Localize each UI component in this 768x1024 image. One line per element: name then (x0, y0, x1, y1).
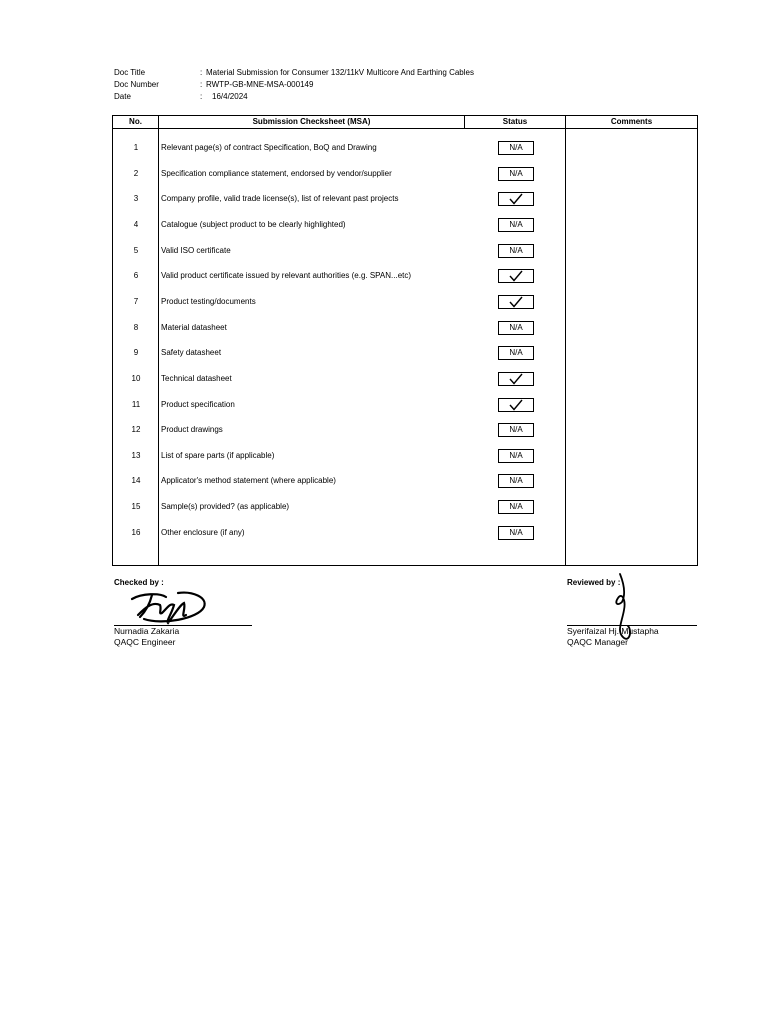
checksheet-item: Technical datasheet (161, 373, 232, 383)
doc-title-value: Material Submission for Consumer 132/11kV Multicore And Earthing Cables (206, 68, 474, 77)
column-header-status: Status (502, 117, 528, 126)
row-number: 12 (131, 425, 141, 435)
checked-by-title: QAQC Engineer (114, 637, 176, 647)
status-checkmark-box (498, 398, 534, 412)
row-number: 5 (133, 245, 139, 255)
row-number: 14 (131, 476, 141, 486)
table-row (113, 346, 697, 360)
row-number: 6 (133, 271, 139, 281)
table-row (113, 398, 697, 412)
checksheet-item: Other enclosure (if any) (161, 527, 245, 537)
column-header-checksheet: Submission Checksheet (MSA) (252, 117, 371, 126)
row-number: 3 (133, 194, 139, 204)
checksheet-item: Company profile, valid trade license(s), list of relevant past projects (161, 194, 399, 204)
row-number: 13 (131, 450, 141, 460)
row-number: 4 (133, 219, 139, 229)
checksheet-item: Product specification (161, 399, 235, 409)
status-checkmark-box (498, 192, 534, 206)
row-number: 2 (133, 168, 139, 178)
table-row (113, 192, 697, 206)
row-number: 1 (133, 143, 139, 152)
header-divider (113, 128, 697, 129)
date-label: Date (114, 92, 131, 101)
checksheet-item: Applicator's method statement (where applicable) (161, 476, 336, 486)
table-row (113, 141, 697, 155)
status-na-box: N/A (498, 218, 534, 232)
status-na-box: N/A (498, 244, 534, 258)
table-row (113, 474, 697, 488)
colon: : (200, 68, 203, 77)
checked-by-label: Checked by : (114, 578, 164, 587)
checksheet-item: Valid ISO certificate (161, 245, 231, 255)
status-na-box: N/A (498, 423, 534, 437)
status-na-box: N/A (498, 346, 534, 360)
date-value: 16/4/2024 (212, 92, 248, 101)
status-na-box: N/A (498, 167, 534, 181)
row-number: 7 (133, 296, 139, 306)
reviewed-by-title: QAQC Manager (567, 637, 628, 647)
checksheet-item: Product drawings (161, 425, 223, 435)
checksheet-item: Catalogue (subject product to be clearly highlighted) (161, 219, 346, 229)
checkmark-icon (507, 193, 525, 205)
checksheet-item: Valid product certificate issued by relevant authorities (e.g. SPAN...etc) (161, 271, 412, 281)
status-na-box: N/A (498, 321, 534, 335)
table-row (113, 218, 697, 232)
checkmark-icon (507, 373, 525, 385)
row-number: 16 (131, 527, 141, 537)
table-row (113, 244, 697, 258)
status-checkmark-box (498, 295, 534, 309)
table-row (113, 167, 697, 181)
reviewed-by-name: Syerifaizal Hj. Mustapha (567, 626, 659, 636)
checksheet-item: Material datasheet (161, 322, 227, 332)
status-checkmark-box (498, 372, 534, 386)
table-row (113, 500, 697, 514)
colon: : (200, 80, 203, 89)
status-na-box: N/A (498, 474, 534, 488)
checkmark-icon (507, 399, 525, 411)
reviewed-by-label: Reviewed by : (567, 578, 621, 587)
checkmark-icon (507, 270, 525, 282)
checked-by-signature (122, 585, 232, 627)
table-row (113, 423, 697, 437)
checked-by-name: Nurnadia Zakaria (114, 626, 180, 636)
column-header-comments: Comments (610, 117, 653, 126)
checksheet-item: Specification compliance statement, endorsed by vendor/supplier (161, 168, 392, 178)
row-number: 15 (131, 502, 141, 512)
table-row (113, 449, 697, 463)
doc-number-label: Doc Number (114, 80, 159, 89)
row-number: 11 (131, 399, 141, 409)
status-na-box: N/A (498, 500, 534, 514)
column-divider (565, 116, 566, 565)
doc-number-value: RWTP-GB-MNE-MSA-000149 (206, 80, 314, 89)
column-header-no: No. (129, 117, 142, 126)
checksheet-item: Relevant page(s) of contract Specification, BoQ and Drawing (161, 143, 377, 152)
row-number: 10 (131, 373, 141, 383)
checksheet-item: Safety datasheet (161, 348, 222, 358)
submission-checksheet-table (112, 115, 698, 566)
status-na-box: N/A (498, 526, 534, 540)
status-na-box: N/A (498, 449, 534, 463)
table-row (113, 321, 697, 335)
status-na-box: N/A (498, 141, 534, 155)
doc-title-label: Doc Title (114, 68, 146, 77)
checksheet-item: List of spare parts (if applicable) (161, 450, 275, 460)
status-checkmark-box (498, 269, 534, 283)
table-row (113, 295, 697, 309)
table-row (113, 269, 697, 283)
column-divider (158, 116, 159, 565)
row-number: 8 (133, 322, 139, 332)
checksheet-item: Product testing/documents (161, 296, 256, 306)
table-row (113, 526, 697, 540)
row-number: 9 (133, 348, 139, 358)
table-row (113, 372, 697, 386)
checkmark-icon (507, 296, 525, 308)
colon: : (200, 92, 203, 101)
checksheet-item: Sample(s) provided? (as applicable) (161, 502, 290, 512)
